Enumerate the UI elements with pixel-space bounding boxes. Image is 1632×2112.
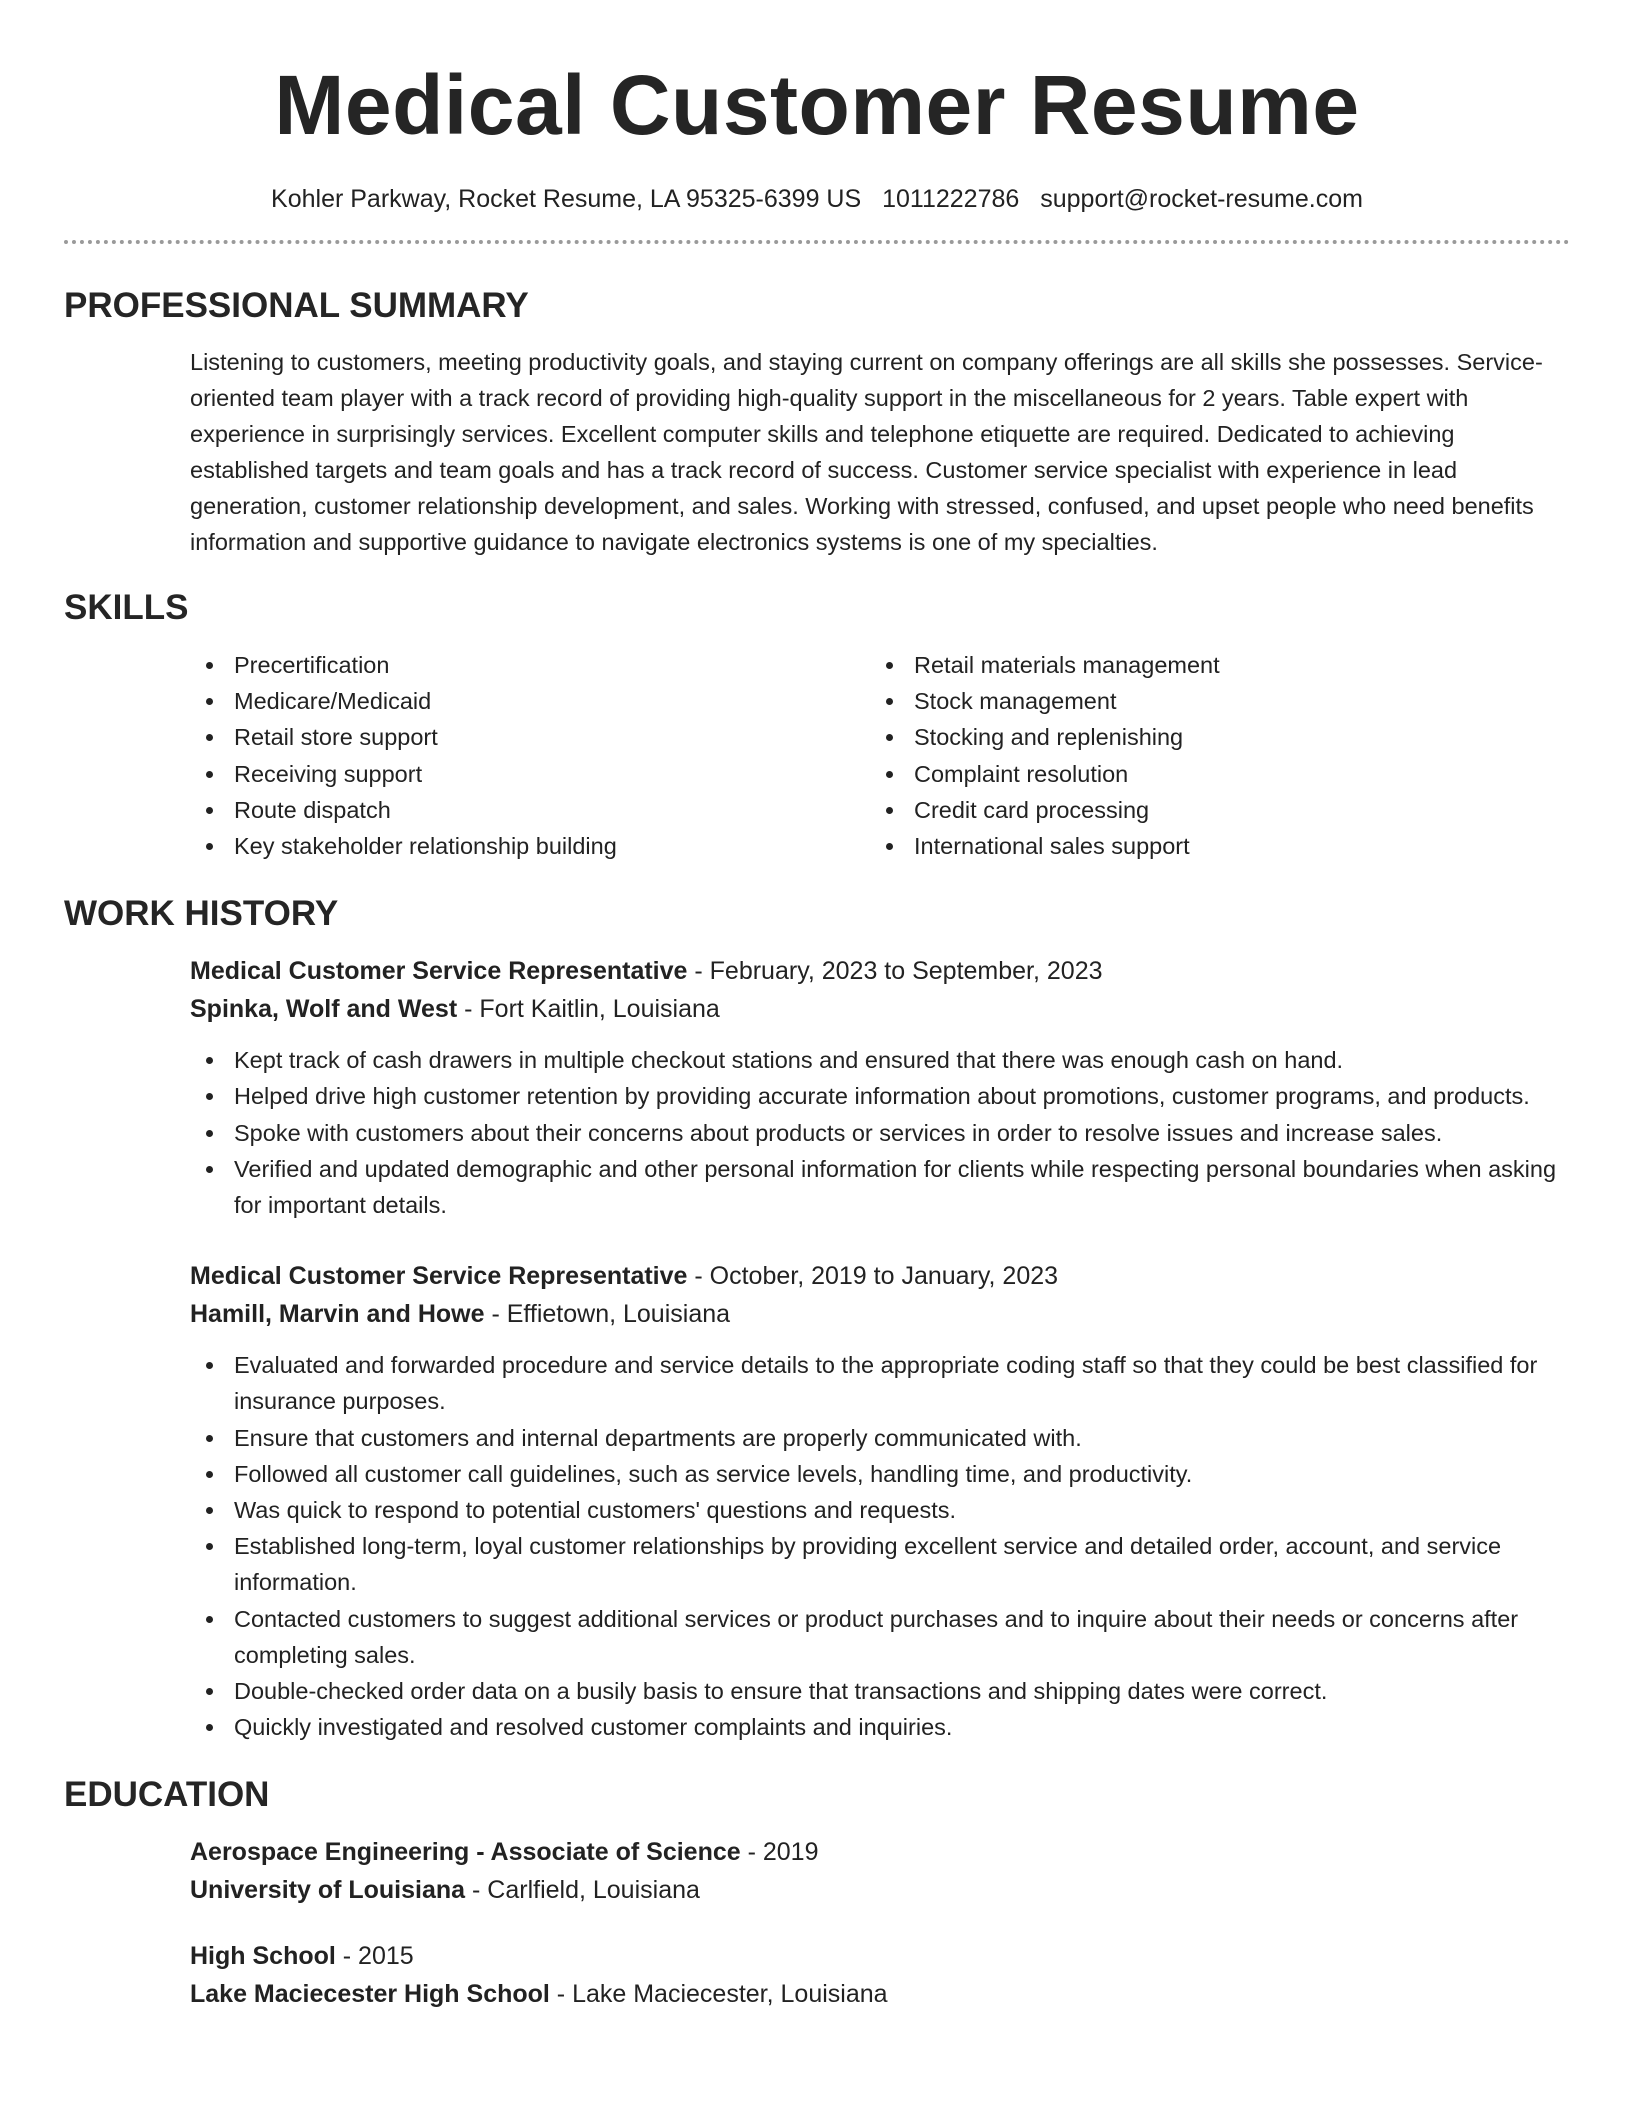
education-school: University of Louisiana [190,1876,466,1905]
education-year: - 2015 [335,1942,414,1971]
education-degree-line [190,1937,1570,1975]
skills-column-right [870,647,1220,864]
education-degree: Aerospace Engineering - Associate of Science [190,1838,741,1867]
job-company: Spinka, Wolf and West [190,995,458,1024]
job-role: Medical Customer Service Representative [190,1262,688,1291]
job-duty: Verified and updated demographic and other personal information for clients while respecting personal boundaries when asking for important details. [190,1151,1570,1223]
section-title-skills: SKILLS [64,588,189,627]
job-role-line [190,1257,1570,1295]
job-duty: Established long-term, loyal customer relationships by providing excellent service and detailed order, account, and service information. [190,1528,1570,1600]
skill-item: Key stakeholder relationship building [190,828,870,864]
job-location: - Effietown, Louisiana [484,1300,731,1329]
skill-item: Retail materials management [870,647,1220,683]
skill-item: International sales support [870,828,1220,864]
education-degree: High School [190,1942,336,1971]
skill-item: Route dispatch [190,792,870,828]
job-entry [190,952,1570,1223]
education-degree-line [190,1833,1570,1871]
job-duty: Quickly investigated and resolved customer complaints and inquiries. [190,1709,1570,1745]
education-school-line [190,1975,1570,2013]
skill-item: Complaint resolution [870,756,1220,792]
education-location: - Lake Maciecester, Louisiana [549,1980,888,2009]
education-location: - Carlfield, Louisiana [465,1876,700,1905]
skill-item: Retail store support [190,719,870,755]
resume-title: Medical Customer Resume [274,58,1360,152]
job-duty: Evaluated and forwarded procedure and service details to the appropriate coding staff so that they could be best classified for insurance purposes. [190,1347,1570,1419]
job-duty: Ensure that customers and internal departments are properly communicated with. [190,1420,1570,1456]
skill-item: Receiving support [190,756,870,792]
education-school-line [190,1871,1570,1909]
skill-item: Stocking and replenishing [870,719,1220,755]
skill-item: Precertification [190,647,870,683]
contact-phone: 1011222786 [882,185,1020,213]
job-dates: - October, 2019 to January, 2023 [687,1262,1059,1291]
job-dates: - February, 2023 to September, 2023 [687,957,1103,986]
education-entry [190,1833,1570,1909]
resume-page [64,0,1570,2013]
job-company-line [190,990,1570,1028]
job-role-line [190,952,1570,990]
job-company: Hamill, Marvin and Howe [190,1300,485,1329]
job-entry [190,1257,1570,1745]
job-duty: Helped drive high customer retention by providing accurate information about promotions, customer programs, and products. [190,1078,1570,1114]
section-title-work-history: WORK HISTORY [64,894,339,934]
job-duty: Followed all customer call guidelines, such as service levels, handling time, and productivity. [190,1456,1570,1492]
job-duty: Kept track of cash drawers in multiple checkout stations and ensured that there was enough cash on hand. [190,1042,1570,1078]
skill-item: Medicare/Medicaid [190,683,870,719]
summary-text: Listening to customers, meeting productivity goals, and staying current on company offerings are all skills she possesses. Service-oriented team player with a track record of providing high-quality support in the miscellaneous for 2 years. Table expert with experience in surprisingly services. Excellent computer skills and telephone etiquette are required. Dedicated to achieving established targets and team goals and has a track record of success. Customer service specialist with experience in lead generation, customer relationship development, and sales. Working with stressed, confused, and upset people who need benefits information and supportive guidance to navigate electronics systems is one of my specialties. [190,349,1543,555]
job-role: Medical Customer Service Representative [190,957,688,986]
job-duty: Was quick to respond to potential customers' questions and requests. [190,1492,1570,1528]
job-duty: Double-checked order data on a busily basis to ensure that transactions and shipping dates were correct. [190,1673,1570,1709]
job-duty: Spoke with customers about their concerns about products or services in order to resolve issues and increase sales. [190,1115,1570,1151]
section-title-education: EDUCATION [64,1775,270,1815]
job-location: - Fort Kaitlin, Louisiana [457,995,720,1024]
contact-address: Kohler Parkway, Rocket Resume, LA 95325-6399 US [271,185,862,213]
skill-item: Credit card processing [870,792,1220,828]
header-divider [64,240,1570,244]
job-duties [190,1347,1570,1745]
job-company-line [190,1295,1570,1333]
contact-email: support@rocket-resume.com [1040,185,1363,213]
skills-list [190,647,1570,864]
skill-item: Stock management [870,683,1220,719]
job-duties [190,1042,1570,1223]
job-duty: Contacted customers to suggest additional services or product purchases and to inquire about their needs or concerns after completing sales. [190,1601,1570,1673]
section-title-summary: PROFESSIONAL SUMMARY [64,286,529,325]
education-school: Lake Maciecester High School [190,1980,550,2009]
education-year: - 2019 [740,1838,819,1867]
skills-column-left [190,647,870,864]
education-entry [190,1937,1570,2013]
contact-line [64,182,1570,216]
